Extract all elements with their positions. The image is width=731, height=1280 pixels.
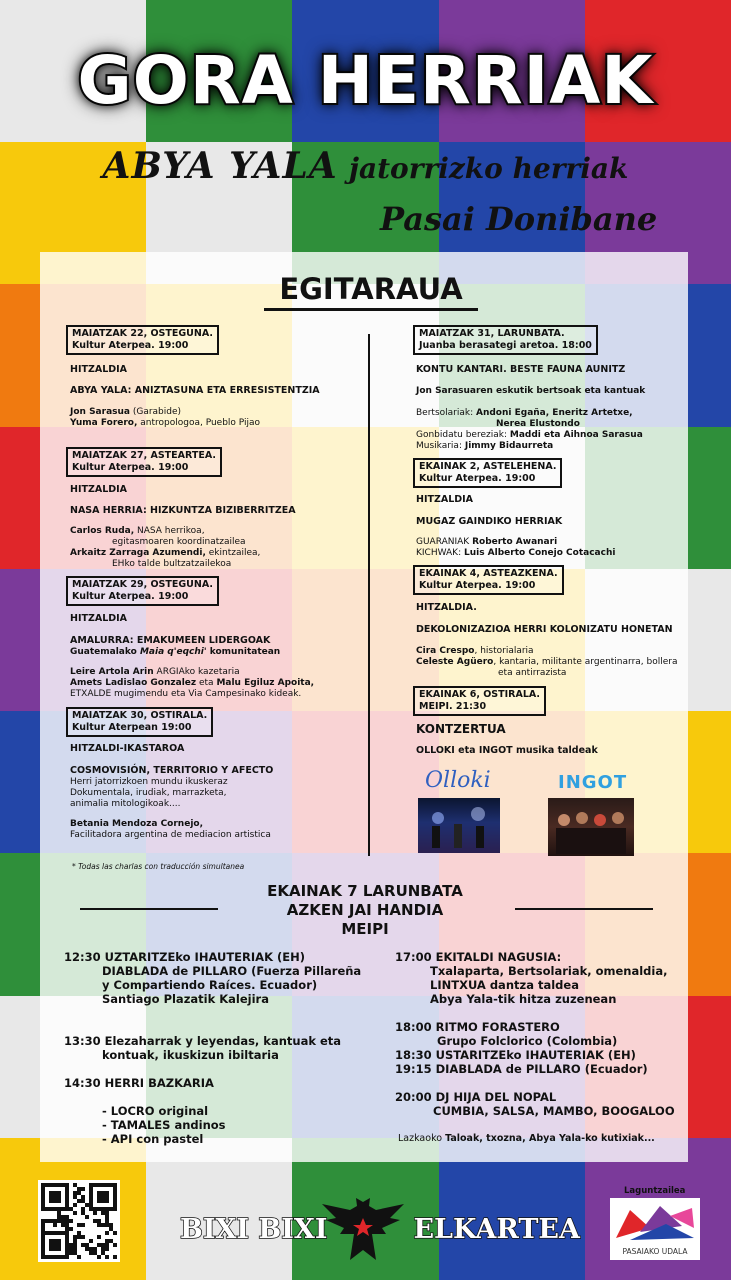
schedule-item: y Compartiendo Raíces. Ecuador) (102, 978, 318, 992)
venue: Juanba berasategi aretoa. 18:00 (419, 340, 592, 351)
olloki-band-photo (418, 798, 500, 853)
date: MAIATZAK 22, OSTEGUNA. (72, 328, 213, 339)
final-day-title: AZKEN JAI HANDIA (286, 901, 444, 919)
date-box-may22 (66, 325, 219, 355)
schedule-item: 14:30 HERRI BAZKARIA (64, 1076, 214, 1090)
schedule-item: LINTXUA dantza taldea (430, 978, 579, 992)
poster-place: Pasai Donibane (380, 200, 658, 238)
venue: Kultur Aterpean 19:00 (72, 722, 192, 733)
event-type: HITZALDIA. (416, 602, 477, 613)
org-name-right: ELKARTEA (413, 1214, 580, 1245)
event-title: MUGAZ GAINDIKO HERRIAK (416, 516, 563, 527)
speaker: Cira Crespo, historialaria (416, 646, 534, 656)
schedule-item: 18:30 USTARITZEko IHAUTERIAK (EH) (395, 1048, 636, 1062)
date-box-jun6 (413, 686, 546, 716)
date: EKAINAK 2, ASTELEHENA. (419, 461, 557, 472)
event-type: KONTZERTUA (416, 722, 506, 736)
band-figures (548, 798, 634, 856)
subtitle-rest: jatorrizko herriak (348, 152, 629, 185)
event-type: HITZALDIA (416, 494, 474, 505)
date-box-may30 (66, 707, 213, 737)
sponsor-label: Laguntzailea (624, 1186, 686, 1196)
event-subtitle: Guatemalako Maia q'eqchi' komunitatean (70, 647, 281, 657)
qr-pattern (41, 1183, 117, 1259)
udala-logo-mark (610, 1198, 700, 1246)
schedule-item: Abya Yala-tik hitza zuzenean (430, 992, 617, 1006)
venue: MEIPI. 21:30 (419, 701, 487, 712)
speaker: Jon Sarasua (Garabide) (70, 407, 182, 417)
event-type: HITZALDI-IKASTAROA (70, 743, 185, 754)
poster-subtitle (0, 145, 731, 187)
program-title: EGITARAUA (264, 272, 478, 311)
food-note: Lazkaoko Taloak, txozna, Abya Yala-ko kutixiak... (398, 1133, 655, 1144)
date-box-jun2 (413, 458, 562, 488)
date: EKAINAK 4, ASTEAZKENA. (419, 568, 558, 579)
speaker: KICHWAK: Luis Alberto Conejo Cotacachi (416, 548, 616, 558)
performers: Nerea Elustondo (496, 419, 580, 429)
event-title: COSMOVISIÓN, TERRITORIO Y AFECTO (70, 765, 274, 776)
event-title: DEKOLONIZAZIOA HERRI KOLONIZATU HONETAN (416, 624, 673, 635)
org-name-left: BIXI BIXI (180, 1214, 328, 1245)
speaker-role: ETXALDE mugimendu eta Via Campesinako kideak. (70, 689, 302, 699)
schedule-item: DIABLADA de PILLARO (Fuerza Pillareña (102, 964, 362, 978)
divider-line (80, 908, 218, 910)
event-title: ABYA YALA: ANIZTASUNA ETA ERRESISTENTZIA (70, 385, 320, 396)
menu-item: - LOCRO original (102, 1104, 209, 1118)
final-day-venue: MEIPI (341, 920, 389, 938)
venue: Kultur Aterpea. 19:00 (419, 580, 536, 591)
speaker: Celeste Agüero, kantaria, militante argentinarra, bollera (416, 657, 678, 667)
schedule-item: 20:00 DJ HIJA DEL NOPAL (395, 1090, 557, 1104)
divider-line (515, 908, 653, 910)
event-type: HITZALDIA (70, 613, 128, 624)
event-desc: Dokumentala, irudiak, marrazketa, (70, 788, 227, 798)
speaker: Amets Ladislao Gonzalez eta Malu Egiluz Apoita, (70, 678, 315, 688)
speaker-role: egitasmoaren koordinatzailea (112, 537, 246, 547)
venue: Kultur Aterpea. 19:00 (72, 462, 189, 473)
speaker: Yuma Forero, antropologoa, Pueblo Pijao (70, 418, 261, 428)
date-box-jun4 (413, 565, 564, 595)
final-day-date: EKAINAK 7 LARUNBATA (267, 882, 463, 900)
speaker-role: Facilitadora argentina de mediacion artistica (70, 830, 271, 840)
date-box-may29 (66, 576, 219, 606)
schedule-item: 17:00 EKITALDI NAGUSIA: (395, 950, 562, 964)
schedule-item: 13:30 Elezaharrak y leyendas, kantuak eta (64, 1034, 342, 1048)
event-title: KONTU KANTARI. BESTE FAUNA AUNITZ (416, 364, 626, 375)
speaker: Arkaitz Zarraga Azumendi, ekintzailea, (70, 548, 261, 558)
speaker: Leire Artola Arin ARGIAko kazetaria (70, 667, 240, 677)
event-desc: Herri jatorrizkoen mundu ikuskeraz (70, 777, 228, 787)
schedule-item: Grupo Folclorico (Colombia) (437, 1034, 618, 1048)
translation-note: * Todas las charlas con traducción simultanea (72, 862, 245, 871)
guests: Gonbidatu bereziak: Maddi eta Aihnoa Sarasua (416, 430, 643, 440)
event-type: HITZALDIA (70, 484, 128, 495)
eagle-icon (320, 1194, 406, 1266)
event-title: NASA HERRIA: HIZKUNTZA BIZIBERRITZEA (70, 505, 296, 516)
olloki-logo: Olloki (425, 768, 491, 793)
date: MAIATZAK 27, ASTEARTEA. (72, 450, 216, 461)
schedule-item: Txalaparta, Bertsolariak, omenaldia, (430, 964, 668, 978)
musician: Musikaria: Jimmy Bidaurreta (416, 441, 554, 451)
date: EKAINAK 6, OSTIRALA. (419, 689, 541, 700)
performers: Bertsolariak: Andoni Egaña, Eneritz Artetxe, (416, 408, 633, 418)
speaker: Betania Mendoza Cornejo, (70, 819, 204, 829)
event-desc: Jon Sarasuaren eskutik bertsoak eta kantuak (416, 386, 646, 396)
speaker: Carlos Ruda, NASA herrikoa, (70, 526, 205, 536)
schedule-item: 18:00 RITMO FORASTERO (395, 1020, 560, 1034)
date: MAIATZAK 30, OSTIRALA. (72, 710, 208, 721)
stage-figures (418, 798, 500, 853)
venue: Kultur Aterpea. 19:00 (72, 340, 189, 351)
venue: Kultur Aterpea. 19:00 (419, 473, 536, 484)
speaker-role: eta antirrazista (498, 668, 567, 678)
speaker-role: EHko talde bultzatzailekoa (112, 559, 232, 569)
menu-item: - TAMALES andinos (102, 1118, 226, 1132)
schedule-item: 19:15 DIABLADA de PILLARO (Ecuador) (395, 1062, 648, 1076)
date: MAIATZAK 29, OSTEGUNA. (72, 579, 213, 590)
event-title: AMALURRA: EMAKUMEEN LIDERGOAK (70, 635, 271, 646)
ingot-band-photo (548, 798, 634, 856)
final-day-heading (220, 882, 510, 939)
sponsor-name: PASAIAKO UDALA (622, 1247, 688, 1256)
speaker: GUARANIAK Roberto Awanari (416, 537, 558, 547)
ingot-logo: INGOT (558, 772, 628, 793)
qr-code[interactable] (38, 1180, 120, 1262)
schedule-item: Santiago Plazatik Kalejira (102, 992, 269, 1006)
column-divider (368, 334, 370, 856)
schedule-item: 12:30 UZTARITZEko IHAUTERIAK (EH) (64, 950, 305, 964)
date: MAIATZAK 31, LARUNBATA. (419, 328, 565, 339)
event-type: HITZALDIA (70, 364, 128, 375)
date-box-may27 (66, 447, 222, 477)
date-box-may31 (413, 325, 598, 355)
event-title: OLLOKI eta INGOT musika taldeak (416, 745, 598, 756)
event-desc: animalia mitologikoak.... (70, 799, 181, 809)
subtitle-abya-yala: ABYA YALA (102, 145, 338, 187)
schedule-item: kontuak, ikuskizun ibiltaria (102, 1048, 279, 1062)
poster-title: GORA HERRIAK (77, 42, 654, 119)
venue: Kultur Aterpea. 19:00 (72, 591, 189, 602)
menu-item: - API con pastel (102, 1132, 204, 1146)
schedule-item: CUMBIA, SALSA, MAMBO, BOOGALOO (433, 1104, 675, 1118)
